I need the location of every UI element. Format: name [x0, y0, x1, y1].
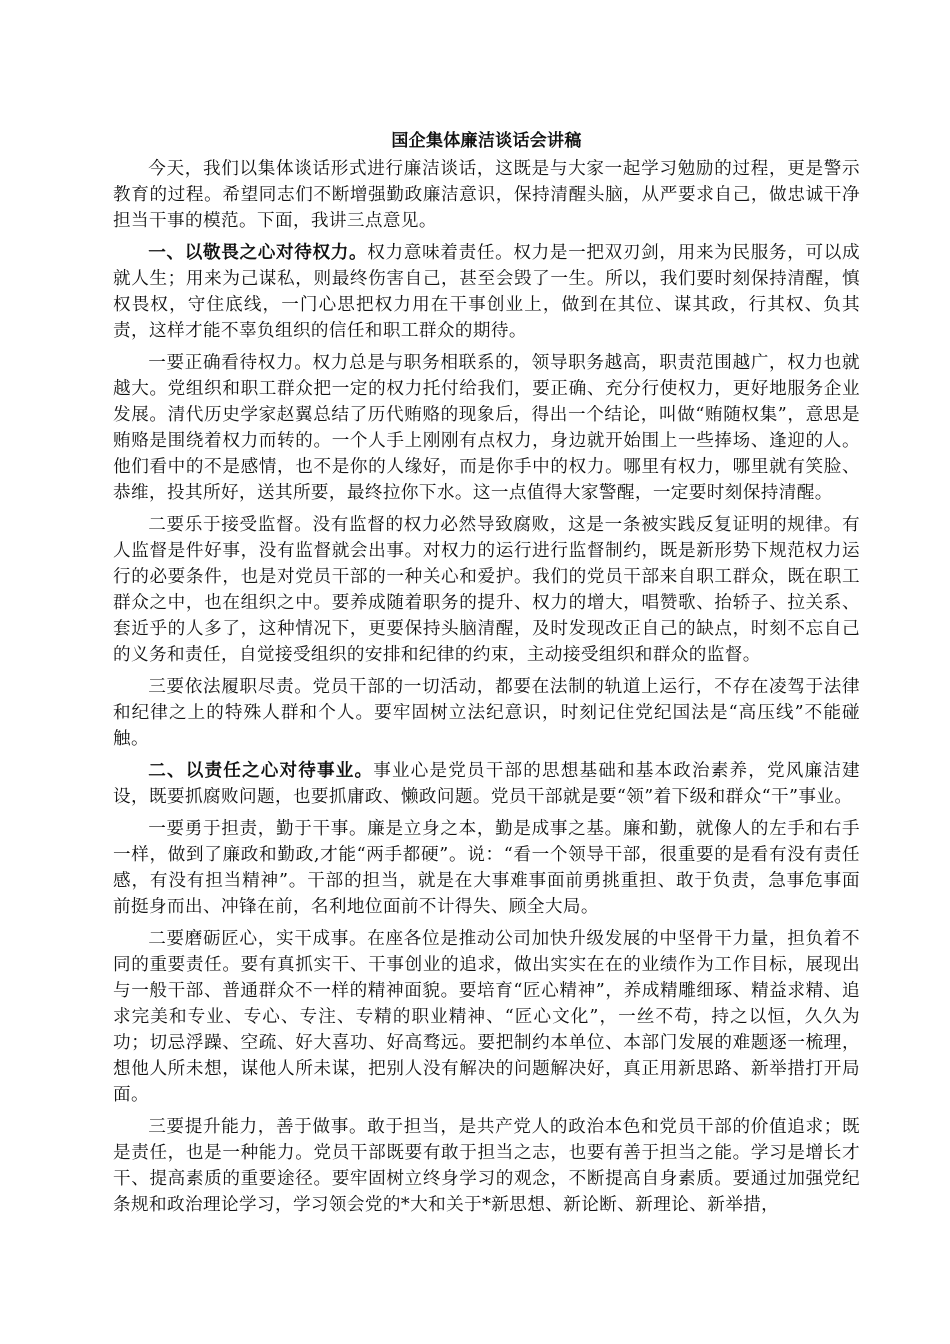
- paragraph-text: 三要依法履职尽责。党员干部的一切活动，都要在法制的轨道上运行，不存在凌驾于法律和纪律之上的特殊人群和个人。要牢固树立法纪意识，时刻记住党纪国法是“高压线”不能碰触。: [113, 677, 860, 749]
- paragraph-take-responsibility: [113, 816, 860, 920]
- section-two-paragraph: [113, 758, 860, 810]
- paragraph-accept-supervision: [113, 512, 860, 668]
- paragraph-text: 二要磨砺匠心，实干成事。在座各位是推动公司加快升级发展的中坚骨干力量，担负着不同的重要责任。要有真抓实干、干事创业的追求，做出实实在在的业绩作为工作目标，展现出与一般干部、普通群众不一样的精神面貌。要培育“匠心精神”，养成精雕细琢、精益求精、追求完美和专业、专心、专注、专精的职业精神、“匠心文化”，一丝不苟，持之以恒，久久为功；切忌浮躁、空疏、好大喜功、好高骛远。要把制约本单位、本部门发展的难题逐一梳理，想他人所未想，谋他人所未谋，把别人没有解决的问题解决好，真正用新思路、新举措打开局面。: [113, 929, 860, 1105]
- section-heading-two: 二、以责任之心对待事业。: [148, 760, 374, 781]
- document-page: [113, 128, 860, 1224]
- section-one-paragraph: [113, 240, 860, 344]
- paragraph-craftsmanship: [113, 926, 860, 1108]
- document-title: 国企集体廉洁谈话会讲稿: [391, 131, 582, 151]
- paragraph-improve-ability: [113, 1114, 860, 1218]
- paragraph-text: 权力意味着责任。权力是一把双刃剑，用来为民服务，可以成就人生；用来为己谋私，则最终伤害自己，甚至会毁了一生。所以，我们要时刻保持清醒，慎权畏权，守住底线，一门心思把权力用在干事创业上，做到在其位、谋其政，行其权、负其责，这样才能不辜负组织的信任和职工群众的期待。: [113, 243, 860, 341]
- paragraph-perform-duties: [113, 674, 860, 752]
- paragraph-text: 二要乐于接受监督。没有监督的权力必然导致腐败，这是一条被实践反复证明的规律。有人监督是件好事，没有监督就会出事。对权力的运行进行监督制约，既是新形势下规范权力运行的必要条件，也是对党员干部的一种关心和爱护。我们的党员干部来自职工群众，既在职工群众之中，也在组织之中。要养成随着职务的提升、权力的增大，唱赞歌、抬轿子、拉关系、套近乎的人多了，这种情况下，更要保持头脑清醒，及时发现改正自己的缺点，时刻不忘自己的义务和责任，自觉接受组织的安排和纪律的约束，主动接受组织和群众的监督。: [113, 515, 860, 665]
- paragraph-intro: [113, 156, 860, 234]
- paragraph-text: 一要正确看待权力。权力总是与职务相联系的，领导职务越高，职责范围越广，权力也就越大。党组织和职工群众把一定的权力托付给我们，要正确、充分行使权力，更好地服务企业发展。清代历史学家赵翼总结了历代贿赂的现象后，得出一个结论，叫做“贿随权集”，意思是贿赂是围绕着权力而转的。一个人手上刚刚有点权力，身边就开始围上一些捧场、逢迎的人。他们看中的不是感情，也不是你的人缘好，而是你手中的权力。哪里有权力，哪里就有笑脸、恭维，投其所好，送其所要，最终拉你下水。这一点值得大家警醒，一定要时刻保持清醒。: [113, 353, 860, 503]
- paragraph-view-power: [113, 350, 860, 506]
- paragraph-text: 今天，我们以集体谈话形式进行廉洁谈话，这既是与大家一起学习勉励的过程，更是警示教育的过程。希望同志们不断增强勤政廉洁意识，保持清醒头脑，从严要求自己，做忠诚干净担当干事的模范。下面，我讲三点意见。: [113, 159, 860, 231]
- section-heading-one: 一、以敬畏之心对待权力。: [148, 242, 368, 263]
- paragraph-text: 一要勇于担责，勤于干事。廉是立身之本，勤是成事之基。廉和勤，就像人的左手和右手一样，做到了廉政和勤政,才能“两手都硬”。说：“看一个领导干部，很重要的是看有没有责任感，有没有担当精神”。干部的担当，就是在大事难事面前勇挑重担、敢于负责，急事危事面前挺身而出、冲锋在前，名利地位面前不计得失、顾全大局。: [113, 819, 860, 917]
- paragraph-text: 三要提升能力，善于做事。敢于担当，是共产党人的政治本色和党员干部的价值追求；既是责任，也是一种能力。党员干部既要有敢于担当之志，也要有善于担当之能。学习是增长才干、提高素质的重要途径。要牢固树立终身学习的观念，不断提高自身素质。要通过加强党纪条规和政治理论学习，学习领会党的*大和关于*新思想、新论断、新理论、新举措，: [113, 1117, 860, 1215]
- paragraph-text: 事业心是党员干部的思想基础和基本政治素养，党风廉洁建设，既要抓腐败问题，也要抓庸政、懒政问题。党员干部就是要“领”着下级和群众“干”事业。: [113, 761, 860, 807]
